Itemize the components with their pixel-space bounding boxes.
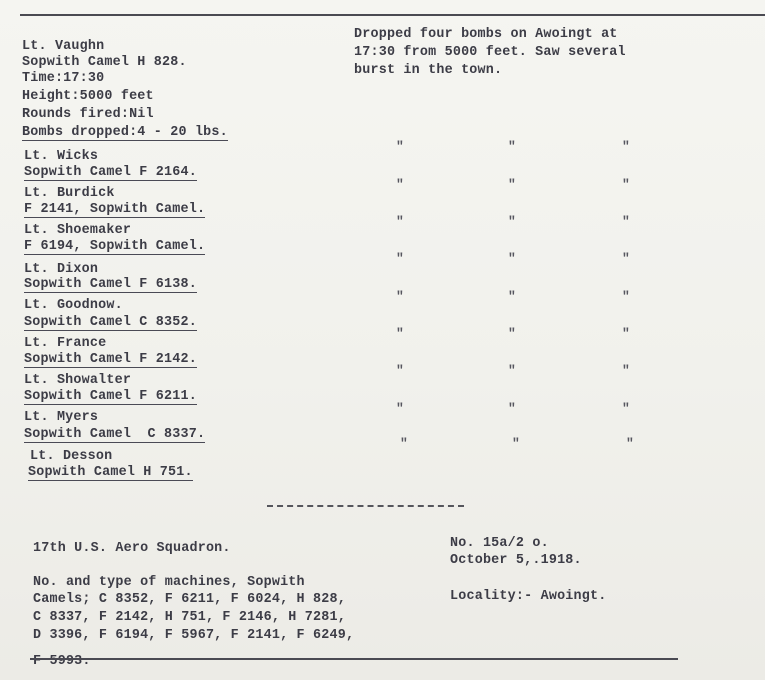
machines-line-1: No. and type of machines, Sopwith (33, 575, 305, 590)
lead-machine: Sopwith Camel H 828. (22, 55, 187, 70)
ditto-mark: " (396, 401, 404, 416)
ditto-mark: " (508, 401, 516, 416)
ditto-mark: " (622, 289, 630, 304)
ditto-mark: " (626, 436, 634, 451)
pilot-machine: Sopwith Camel H 751. (28, 465, 193, 480)
ditto-mark: " (508, 363, 516, 378)
remarks-line-3: burst in the town. (354, 63, 503, 78)
remarks-line-2: 17:30 from 5000 feet. Saw several (354, 45, 626, 60)
top-rule (20, 14, 765, 16)
pilot-machine: Sopwith Camel F 6211. (24, 389, 197, 404)
ditto-mark: " (396, 139, 404, 154)
ditto-mark: " (508, 251, 516, 266)
machines-line-5: F 5993. (33, 654, 91, 669)
ditto-mark: " (396, 251, 404, 266)
pilot-machine: F 6194, Sopwith Camel. (24, 239, 206, 254)
report-number: No. 15a/2 o. (450, 536, 549, 551)
pilot-name: Lt. Shoemaker (24, 223, 132, 238)
ditto-mark: " (400, 436, 408, 451)
pilot-name: Lt. France (24, 336, 107, 351)
ditto-mark: " (622, 177, 630, 192)
ditto-mark: " (508, 139, 516, 154)
remarks-line-1: Dropped four bombs on Awoingt at (354, 27, 618, 42)
lead-rounds: Rounds fired:Nil (22, 107, 154, 122)
pilot-machine: Sopwith Camel F 2142. (24, 352, 197, 367)
pilot-name: Lt. Goodnow. (24, 298, 123, 313)
section-divider (267, 505, 464, 507)
ditto-mark: " (396, 289, 404, 304)
ditto-mark: " (622, 139, 630, 154)
ditto-mark: " (508, 177, 516, 192)
pilot-machine: Sopwith Camel F 2164. (24, 165, 197, 180)
pilot-name: Lt. Desson (30, 449, 113, 464)
pilot-machine: Sopwith Camel C 8352. (24, 315, 197, 330)
machines-line-2: Camels; C 8352, F 6211, F 6024, H 828, (33, 592, 346, 607)
ditto-mark: " (512, 436, 520, 451)
ditto-mark: " (396, 363, 404, 378)
ditto-mark: " (622, 214, 630, 229)
pilot-name: Lt. Burdick (24, 186, 115, 201)
lead-bombs: Bombs dropped:4 - 20 lbs. (22, 125, 228, 140)
ditto-mark: " (622, 363, 630, 378)
bottom-rule (30, 658, 678, 660)
ditto-mark: " (622, 401, 630, 416)
lead-pilot: Lt. Vaughn (22, 39, 105, 54)
ditto-mark: " (396, 214, 404, 229)
ditto-mark: " (508, 214, 516, 229)
pilot-machine: F 2141, Sopwith Camel. (24, 202, 206, 217)
pilot-machine: Sopwith Camel C 8337. (24, 427, 206, 442)
ditto-mark: " (622, 326, 630, 341)
ditto-mark: " (396, 326, 404, 341)
machines-line-3: C 8337, F 2142, H 751, F 2146, H 7281, (33, 610, 346, 625)
pilot-name: Lt. Showalter (24, 373, 132, 388)
squadron-name: 17th U.S. Aero Squadron. (33, 541, 231, 556)
report-date: October 5,.1918. (450, 553, 582, 568)
pilot-machine: Sopwith Camel F 6138. (24, 277, 197, 292)
ditto-mark: " (508, 289, 516, 304)
lead-time: Time:17:30 (22, 71, 105, 86)
pilot-name: Lt. Myers (24, 410, 99, 425)
lead-height: Height:5000 feet (22, 89, 154, 104)
locality: Locality:- Awoingt. (450, 589, 607, 604)
ditto-mark: " (508, 326, 516, 341)
pilot-name: Lt. Dixon (24, 262, 99, 277)
ditto-mark: " (396, 177, 404, 192)
ditto-mark: " (622, 251, 630, 266)
machines-line-4: D 3396, F 6194, F 5967, F 2141, F 6249, (33, 628, 355, 643)
pilot-name: Lt. Wicks (24, 149, 99, 164)
